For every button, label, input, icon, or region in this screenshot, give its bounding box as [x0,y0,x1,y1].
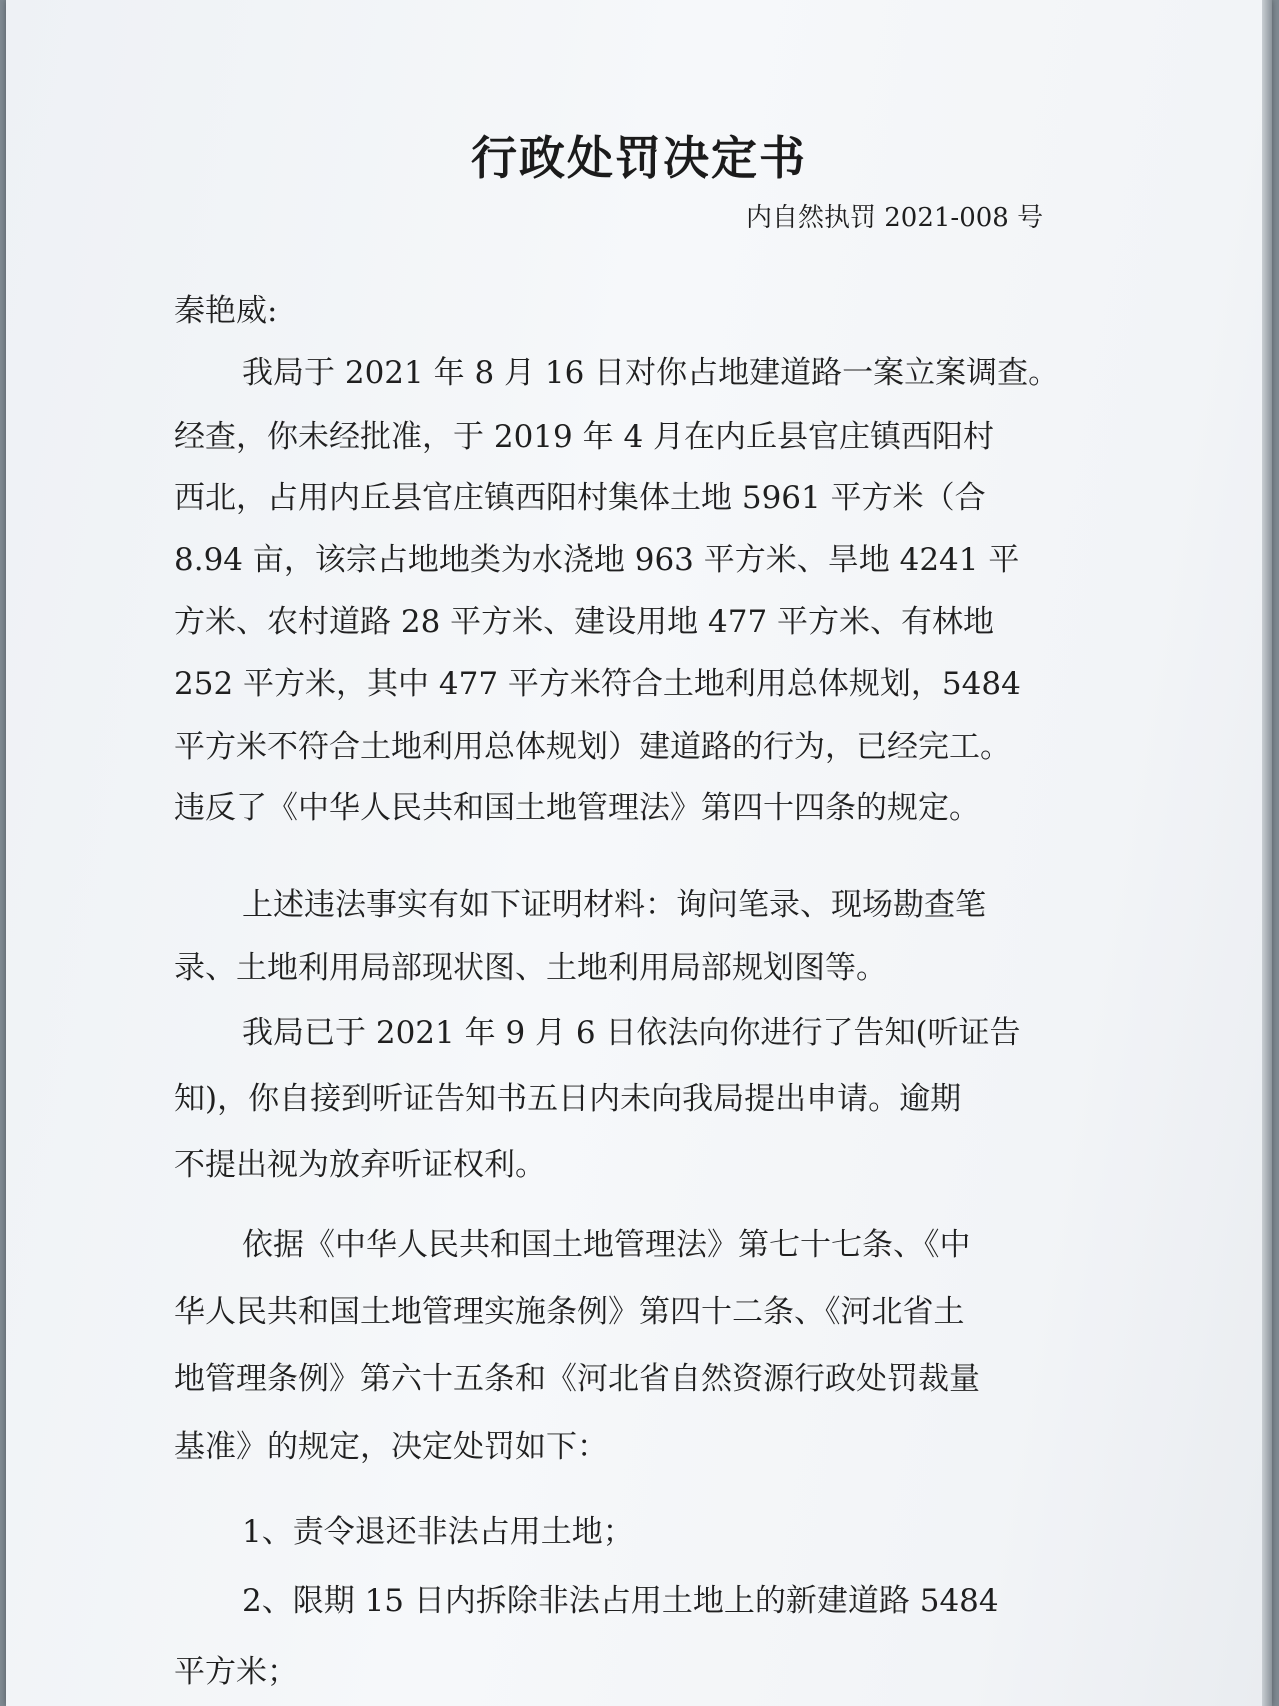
paragraph-line: 方米、农村道路 28 平方米、建设用地 477 平方米、有林地 [174,604,995,640]
paragraph-line: 西北，占用内丘县官庄镇西阳村集体土地 5961 平方米（合 [174,480,986,516]
paragraph-line: 基准》的规定，决定处罚如下： [174,1429,608,1465]
penalty-item: 平方米； [174,1654,298,1690]
paragraph-line: 地管理条例》第六十五条和《河北省自然资源行政处罚裁量 [174,1361,980,1397]
paragraph-line: 知)，你自接到听证告知书五日内未向我局提出申请。逾期 [174,1081,962,1117]
paragraph-line: 252 平方米，其中 477 平方米符合土地利用总体规划，5484 [174,666,1021,702]
paragraph-line: 经查，你未经批准，于 2019 年 4 月在内丘县官庄镇西阳村 [174,419,995,455]
document-title: 行政处罚决定书 [471,131,807,185]
document-page [6,0,1272,1706]
paragraph-line: 上述违法事实有如下证明材料：询问笔录、现场勘查笔 [242,887,986,923]
page-edge-shadow [1262,0,1272,1706]
paragraph-line: 8.94 亩，该宗占地地类为水浇地 963 平方米、旱地 4241 平 [174,542,1020,578]
document-number: 内自然执罚 2021-008 号 [746,203,1044,233]
penalty-item: 2、限期 15 日内拆除非法占用土地上的新建道路 5484 [242,1583,999,1619]
paragraph-line: 依据《中华人民共和国土地管理法》第七十七条、《中 [242,1227,971,1263]
paragraph-line: 不提出视为放弃听证权利。 [174,1147,546,1183]
paragraph-line: 违反了《中华人民共和国土地管理法》第四十四条的规定。 [174,790,980,826]
paragraph-line: 平方米不符合土地利用总体规划）建道路的行为，已经完工。 [174,729,1011,765]
paragraph-line: 录、土地利用局部现状图、土地利用局部规划图等。 [174,950,887,986]
paragraph-line: 我局于 2021 年 8 月 16 日对你占地建道路一案立案调查。 [242,355,1060,391]
addressee: 秦艳威: [174,293,278,329]
paragraph-line: 华人民共和国土地管理实施条例》第四十二条、《河北省土 [174,1294,965,1330]
paragraph-line: 我局已于 2021 年 9 月 6 日依法向你进行了告知(听证告 [242,1015,1021,1051]
penalty-item: 1、责令退还非法占用土地； [242,1514,634,1550]
